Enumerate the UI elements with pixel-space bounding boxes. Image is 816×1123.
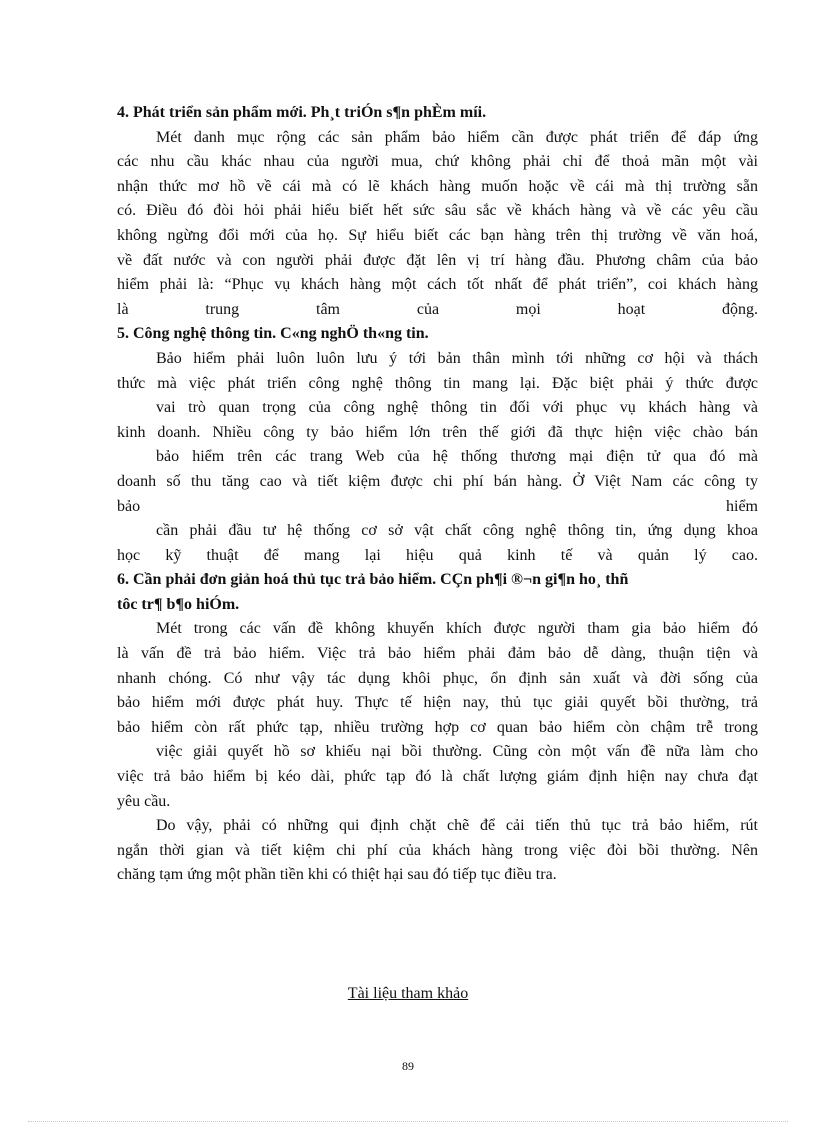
text-line: cần phải đầu tư hệ thống cơ sở vật chất công nghệ thông tin, ứng dụng khoa	[156, 522, 758, 540]
text-line: nhanh chóng. Có như vậy tác dụng khôi phục, ổn định sản xuất và đời sống của	[117, 669, 758, 687]
text-line: yêu cầu.	[117, 792, 171, 810]
text-line: không ngừng đổi mới của họ. Sự hiểu biết các bạn hàng trên thị trường về văn hoá,	[117, 226, 758, 244]
text-line: vai trò quan trọng của công nghệ thông tin đối với phục vụ khách hàng và	[156, 399, 758, 417]
section-heading-line: tôc tr¶ b¶o hiÓm.	[117, 595, 240, 613]
text-line: Mét trong các vấn đề không khuyến khích được người tham gia bảo hiểm đó	[156, 620, 758, 638]
section-heading-line: 4. Phát triển sản phẩm mới. Ph¸t triÓn s¶n phÈm míi.	[117, 104, 487, 121]
text-line: chăng tạm ứng một phần tiền khi có thiệt hại sau đó tiếp tục điều tra.	[117, 866, 557, 884]
text-line: bảo hiểm còn rất phức tạp, nhiều trường hợp cơ quan bảo hiểm còn chậm trễ trong	[117, 718, 758, 736]
text-line: học kỹ thuật để mang lại hiệu quả kinh tế và quản lý cao.	[117, 546, 758, 564]
text-line: bảo hiểm mới được phát huy. Thực tế hiện nay, thủ tục giải quyết bồi thường, trả	[117, 694, 758, 712]
section-heading-line: 6. Cần phải đơn giản hoá thủ tục trả bảo hiểm. CÇn ph¶i ®¬n gi¶n ho¸ thñ	[117, 571, 629, 589]
text-line: Bảo hiểm phải luôn luôn lưu ý tới bản thân mình tới những cơ hội và thách	[156, 349, 758, 367]
text-line: bảo hiểm	[117, 497, 758, 515]
page-border-dotted	[28, 1121, 788, 1122]
text-line: việc giải quyết hồ sơ khiếu nại bồi thường. Cũng còn một vấn đề nữa làm cho	[156, 743, 758, 761]
text-line: là vấn đề trả bảo hiểm. Việc trả bảo hiểm phải đảm bảo dễ dàng, thuận tiện và	[117, 645, 758, 663]
text-line: Do vậy, phải có những qui định chặt chẽ để cải tiến thủ tục trả bảo hiểm, rút	[156, 817, 758, 835]
text-line: thức mà việc phát triển công nghệ thông tin mang lại. Đặc biệt phải ý thức được	[117, 374, 758, 392]
text-line: về đất nước và con người phải được đặt lên vị trí hàng đầu. Phương châm của bảo	[117, 251, 758, 269]
text-line: doanh số thu tăng cao và tiết kiệm được chi phí bán hàng. Ở Việt Nam các công ty	[117, 472, 758, 490]
body-text	[117, 101, 758, 888]
text-line: các nhu cầu khác nhau của người mua, chứ không phải chỉ để thoả mãn một vài	[117, 153, 758, 171]
text-line: ngắn thời gian và tiết kiệm chi phí của khách hàng trong việc đòi bồi thường. Nên	[117, 841, 758, 859]
text-line: có. Điều đó đòi hỏi phải hiểu biết hết sức sâu sắc về khách hàng và về các yêu cầu	[117, 202, 758, 220]
text-line: là trung tâm của mọi hoạt động.	[117, 300, 758, 318]
text-line: kinh doanh. Nhiều công ty bảo hiểm lớn trên thế giới đã thực hiện việc chào bán	[117, 423, 758, 441]
section-heading-line: 5. Công nghệ thông tin. C«ng nghÖ th«ng tin.	[117, 325, 429, 343]
references-title: Tài liệu tham khảo	[347, 985, 469, 1002]
text-line: hiểm phải là: “Phục vụ khách hàng một cách tốt nhất để phát triển”, coi khách hàng	[117, 276, 758, 294]
text-line: Mét danh mục rộng các sản phẩm bảo hiểm cần được phát triển để đáp ứng	[156, 128, 758, 146]
page-number: 89	[402, 1059, 414, 1073]
text-line: nhận thức mơ hồ về cái mà có lẽ khách hàng muốn hoặc về cái mà thị trường sẵn	[117, 177, 758, 195]
text-line: việc trả bảo hiểm bị kéo dài, phức tạp đó là chất lượng giám định hiện nay chưa đạt	[117, 768, 758, 786]
text-line: bảo hiểm trên các trang Web của hệ thống thương mại điện tử qua đó mà	[156, 448, 758, 466]
